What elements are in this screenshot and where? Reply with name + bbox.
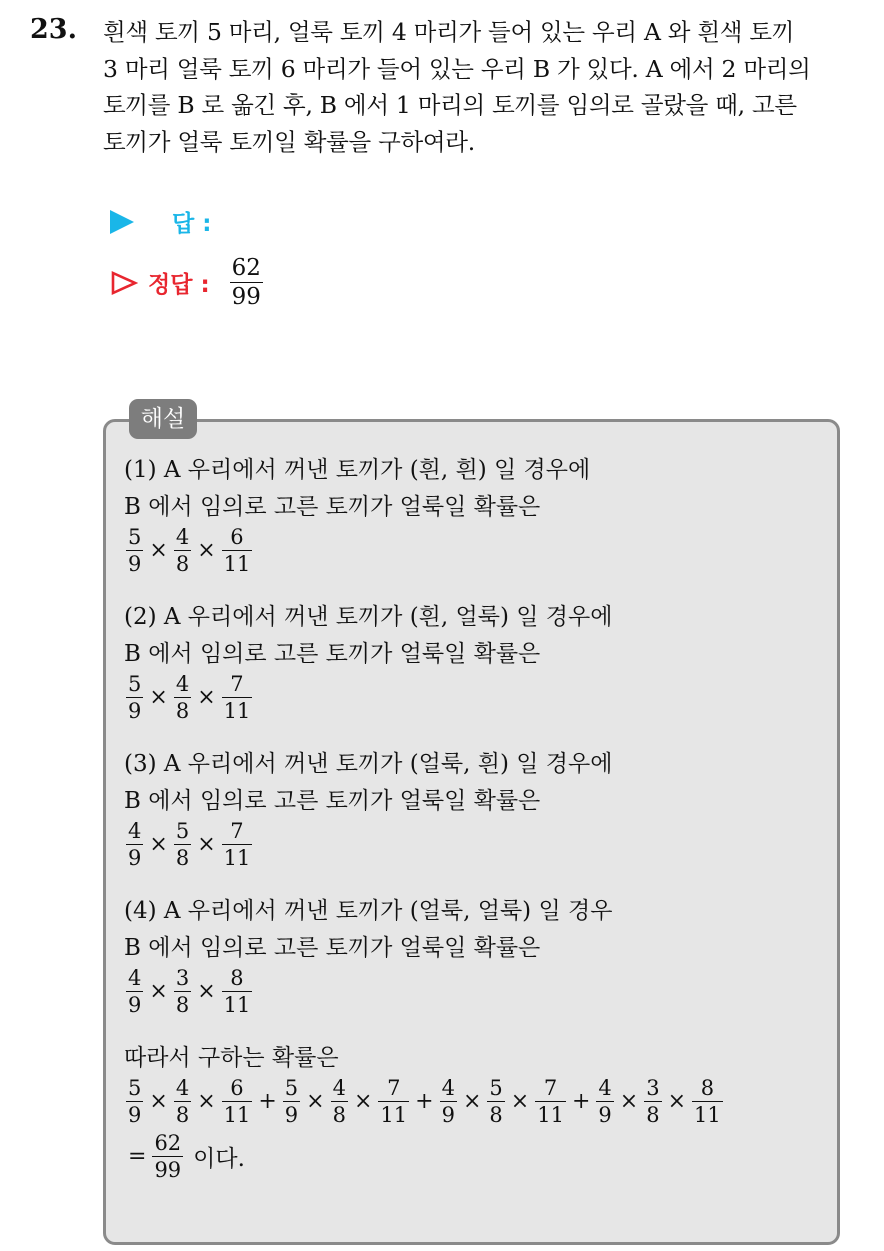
question-line: 3 마리 얼룩 토끼 6 마리가 들어 있는 우리 B 가 있다. A 에서 2 마리의 — [103, 54, 811, 83]
question-line: 토끼가 얼룩 토끼일 확률을 구하여라. — [103, 127, 475, 156]
fraction — [174, 673, 191, 722]
solution-conclusion — [124, 1040, 844, 1181]
case-expression — [124, 820, 844, 869]
fraction-numerator: 7 — [387, 1076, 401, 1100]
final-suffix: 이다. — [193, 1146, 245, 1173]
fraction-bar — [174, 991, 191, 992]
question-number: 23. — [30, 14, 77, 45]
fraction-denominator: 9 — [284, 1103, 299, 1128]
fraction-numerator: 4 — [598, 1076, 612, 1100]
fraction-bar — [222, 991, 253, 992]
fraction-bar — [174, 550, 191, 551]
fraction-denominator: 8 — [175, 699, 190, 724]
fraction-bar — [596, 1101, 613, 1102]
fraction — [440, 1077, 457, 1126]
fraction-denominator: 8 — [646, 1103, 660, 1128]
times-sign: × — [197, 832, 216, 858]
fraction-numerator: 3 — [175, 966, 190, 990]
solution-case-3 — [124, 746, 844, 869]
fraction — [126, 526, 143, 575]
fraction — [174, 820, 191, 869]
fraction-denominator: 9 — [598, 1103, 612, 1128]
solution-case-1 — [124, 452, 844, 575]
case-expression — [124, 526, 844, 575]
fraction-bar — [222, 550, 253, 551]
times-sign: × — [462, 1089, 482, 1115]
fraction-bar — [174, 844, 191, 845]
solution-case-4 — [124, 893, 844, 1016]
fraction-numerator: 4 — [128, 819, 142, 843]
fraction-denominator: 9 — [441, 1103, 455, 1128]
final-expression — [124, 1132, 844, 1181]
fraction — [692, 1077, 723, 1126]
fraction-bar — [152, 1156, 183, 1157]
fraction — [222, 1077, 253, 1126]
correct-answer-fraction — [230, 256, 263, 309]
times-sign: × — [197, 538, 216, 564]
fraction-bar — [535, 1101, 566, 1102]
plus-sign: + — [571, 1089, 591, 1115]
times-sign: × — [197, 979, 216, 1005]
fraction-bar — [126, 697, 143, 698]
fraction — [596, 1077, 613, 1126]
fraction-bar — [174, 1101, 191, 1102]
fraction-denominator: 99 — [231, 284, 261, 311]
answer-label: 답 : — [172, 211, 212, 237]
fraction-denominator: 9 — [128, 993, 142, 1018]
fraction-numerator: 7 — [230, 672, 244, 696]
fraction-bar — [378, 1101, 409, 1102]
fraction — [222, 526, 253, 575]
case-statement: B 에서 임의로 고른 토끼가 얼룩일 확률은 — [124, 788, 541, 814]
case-statement: B 에서 임의로 고른 토끼가 얼룩일 확률은 — [124, 641, 541, 667]
times-sign: × — [306, 1089, 325, 1115]
fraction — [126, 673, 143, 722]
fraction-bar — [283, 1101, 300, 1102]
fraction-numerator: 8 — [700, 1076, 715, 1100]
case-condition: (2) A 우리에서 꺼낸 토끼가 (흰, 얼룩) 일 경우에 — [124, 604, 613, 630]
case-condition: (1) A 우리에서 꺼낸 토끼가 (흰, 흰) 일 경우에 — [124, 457, 591, 483]
fraction — [126, 820, 143, 869]
fraction-denominator: 8 — [175, 993, 190, 1018]
question-text — [103, 14, 863, 160]
times-sign: × — [149, 832, 168, 858]
fraction — [174, 1077, 191, 1126]
fraction — [283, 1077, 300, 1126]
case-statement: B 에서 임의로 고른 토끼가 얼룩일 확률은 — [124, 935, 541, 961]
case-condition: (3) A 우리에서 꺼낸 토끼가 (얼룩, 흰) 일 경우에 — [124, 751, 613, 777]
times-sign: × — [667, 1089, 687, 1115]
fraction-denominator: 9 — [128, 1103, 142, 1128]
fraction-bar — [174, 697, 191, 698]
times-sign: × — [149, 979, 168, 1005]
fraction — [331, 1077, 348, 1126]
fraction — [126, 967, 143, 1016]
fraction-bar — [222, 844, 253, 845]
fraction — [222, 967, 253, 1016]
correct-answer-row — [110, 256, 265, 309]
times-sign: × — [149, 538, 168, 564]
conclusion-text: 따라서 구하는 확률은 — [124, 1045, 339, 1071]
fraction — [222, 673, 253, 722]
fraction-denominator: 11 — [380, 1103, 408, 1128]
final-fraction — [152, 1132, 183, 1181]
fraction-numerator: 62 — [231, 255, 261, 281]
fraction-numerator: 62 — [154, 1131, 182, 1156]
fraction-numerator: 5 — [284, 1076, 299, 1100]
fraction-denominator: 11 — [694, 1103, 721, 1128]
fraction-numerator: 7 — [230, 819, 244, 843]
times-sign: × — [197, 1089, 216, 1115]
fraction-bar — [230, 282, 263, 283]
equals-sign: = — [128, 1144, 147, 1170]
fraction-bar — [440, 1101, 457, 1102]
times-sign: × — [619, 1089, 639, 1115]
fraction-numerator: 8 — [230, 966, 244, 990]
fraction-numerator: 6 — [230, 1076, 244, 1100]
plus-sign: + — [258, 1089, 277, 1115]
case-condition: (4) A 우리에서 꺼낸 토끼가 (얼룩, 얼룩) 일 경우 — [124, 898, 613, 924]
fraction-bar — [222, 1101, 253, 1102]
fraction-bar — [126, 1101, 143, 1102]
case-statement: B 에서 임의로 고른 토끼가 얼룩일 확률은 — [124, 494, 541, 520]
fraction-denominator: 8 — [175, 1103, 190, 1128]
fraction-bar — [222, 697, 253, 698]
fraction-bar — [331, 1101, 348, 1102]
answer-row — [110, 205, 421, 238]
fraction — [222, 820, 253, 869]
fraction — [535, 1077, 566, 1126]
fraction-denominator: 99 — [154, 1158, 182, 1183]
fraction-numerator: 5 — [128, 525, 142, 549]
case-expression — [124, 673, 844, 722]
fraction-denominator: 11 — [223, 1103, 251, 1128]
fraction-numerator: 5 — [128, 1076, 142, 1100]
fraction-denominator: 8 — [332, 1103, 346, 1128]
fraction-denominator: 11 — [223, 699, 251, 724]
fraction-denominator: 11 — [223, 552, 251, 577]
play-triangle-icon — [110, 210, 134, 234]
fraction-denominator: 9 — [128, 699, 142, 724]
fraction-bar — [644, 1101, 661, 1102]
fraction-denominator: 9 — [128, 846, 142, 871]
fraction-bar — [126, 844, 143, 845]
fraction-denominator: 11 — [537, 1103, 564, 1128]
fraction-denominator: 8 — [175, 846, 190, 871]
times-sign: × — [197, 685, 216, 711]
fraction-denominator: 8 — [175, 552, 190, 577]
fraction-denominator: 8 — [489, 1103, 503, 1128]
plus-sign: + — [415, 1089, 434, 1115]
fraction-numerator: 5 — [128, 672, 142, 696]
question-line: 흰색 토끼 5 마리, 얼룩 토끼 4 마리가 들어 있는 우리 A 와 흰색 토끼 — [103, 18, 795, 46]
fraction — [487, 1077, 504, 1126]
fraction-denominator: 9 — [128, 552, 142, 577]
answer-input[interactable] — [221, 207, 421, 237]
times-sign: × — [510, 1089, 530, 1115]
fraction-numerator: 5 — [489, 1076, 503, 1100]
fraction-numerator: 5 — [175, 819, 190, 843]
fraction-bar — [692, 1101, 723, 1102]
fraction — [126, 1077, 143, 1126]
times-sign: × — [149, 685, 168, 711]
times-sign: × — [353, 1089, 373, 1115]
fraction-bar — [126, 550, 143, 551]
fraction-bar — [126, 991, 143, 992]
fraction-denominator: 11 — [223, 993, 251, 1018]
solution-case-2 — [124, 599, 844, 722]
fraction — [378, 1077, 409, 1126]
fraction — [174, 526, 191, 575]
solution-tag: 해설 — [129, 399, 197, 439]
fraction-numerator: 4 — [175, 525, 190, 549]
sum-expression — [124, 1077, 844, 1126]
outline-triangle-icon — [110, 270, 138, 296]
fraction-numerator: 4 — [441, 1076, 455, 1100]
fraction-numerator: 7 — [543, 1076, 558, 1100]
question-line: 토끼를 B 로 옮긴 후, B 에서 1 마리의 토끼를 임의로 골랐을 때, 고른 — [103, 91, 797, 119]
case-expression — [124, 967, 844, 1016]
fraction-numerator: 4 — [175, 672, 190, 696]
fraction — [174, 967, 191, 1016]
correct-answer-label: 정답 : — [148, 272, 210, 299]
fraction-numerator: 6 — [230, 525, 244, 549]
fraction-numerator: 3 — [646, 1076, 660, 1100]
fraction-denominator: 11 — [223, 846, 251, 871]
fraction-bar — [487, 1101, 504, 1102]
times-sign: × — [149, 1089, 168, 1115]
fraction — [644, 1077, 661, 1126]
fraction-numerator: 4 — [332, 1076, 346, 1100]
fraction-numerator: 4 — [175, 1076, 190, 1100]
fraction-numerator: 4 — [128, 966, 142, 990]
